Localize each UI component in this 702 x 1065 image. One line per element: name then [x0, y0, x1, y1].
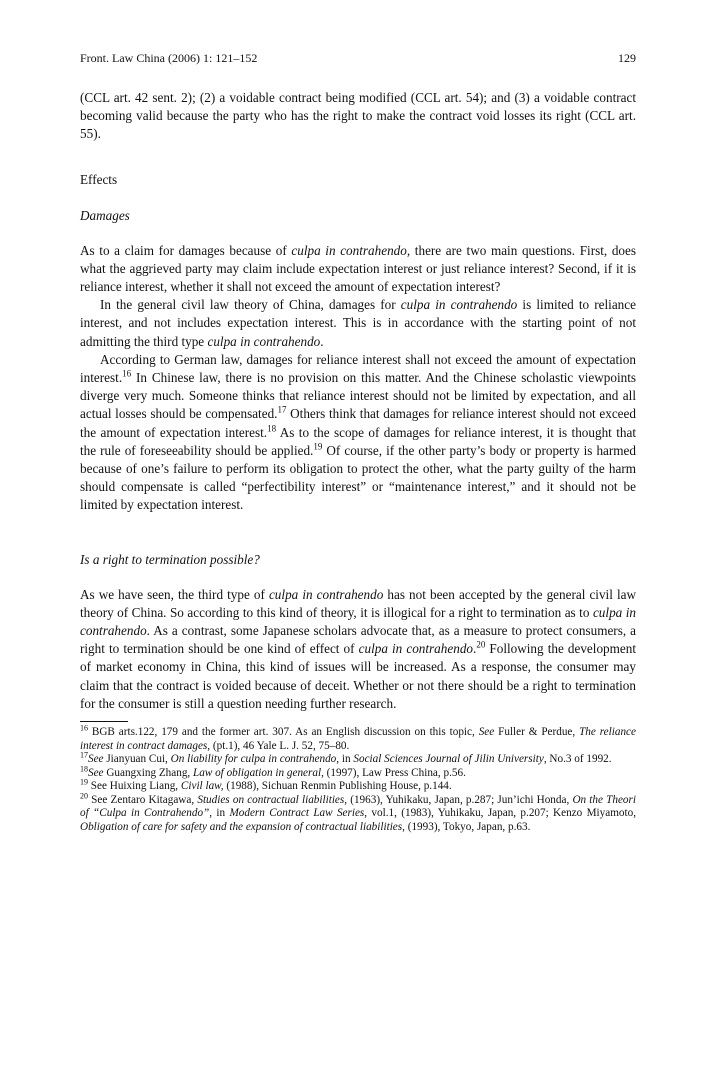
footnote-number: 19: [80, 777, 88, 787]
subsection-heading-damages: Damages: [80, 207, 130, 223]
text-run: . As a contrast, some Japanese scholars advocate that, as a measure to protect consumers, a right to termination should be one kind of effect of: [80, 623, 636, 657]
text-run: , in: [336, 753, 354, 766]
footnote-20: [80, 790, 636, 835]
footnote-ref-16[interactable]: 16: [122, 368, 132, 379]
text-run: BGB arts.122, 179 and the former art. 307. As an English discussion on this topic,: [88, 726, 479, 739]
footnotes: [80, 723, 636, 834]
footnote-separator: [80, 721, 128, 722]
text-run: Fuller & Perdue,: [494, 726, 580, 739]
text-run: Guangxing Zhang,: [103, 766, 194, 779]
text-run: , (1997), Law Press China, p.56.: [321, 766, 466, 779]
journal-citation: Front. Law China (2006) 1: 121–152: [80, 51, 258, 65]
paragraph-china-theory: [80, 296, 636, 351]
italic-term: Law of obligation in general: [193, 766, 322, 779]
italic-term: culpa in contrahendo: [207, 333, 321, 349]
footnote-number: 16: [80, 723, 88, 733]
running-head: [80, 50, 636, 66]
text-run: Others think that damages for reliance interest should not exceed the amount of expectation interest.: [80, 406, 636, 440]
paragraph-damages-questions: [80, 242, 636, 297]
footnote-ref-19[interactable]: 19: [313, 441, 323, 452]
text-run: , vol.1, (1983), Yuhikaku, Japan, p.207; Kenzo Miyamoto,: [364, 807, 636, 820]
italic-term: Modern Contract Law Series: [229, 807, 365, 820]
italic-term: See: [88, 766, 104, 779]
footnote-number: 18: [80, 763, 88, 773]
footnote-ref-17[interactable]: 17: [277, 405, 287, 416]
italic-term: culpa in contrahendo: [358, 641, 474, 657]
text-run: , (pt.1), 46 Yale L. J. 52, 75–80.: [207, 739, 350, 752]
text-run: As we have seen, the third type of: [80, 586, 269, 602]
paragraph-german-law: [80, 351, 636, 515]
text-run: Following the development of market economy in China, this kind of issues will be increased. As a response, the consumer may claim that the contract is voided because of deceit. Whether or not there should be a right to termination for the consumer is still a question needing further research.: [80, 641, 637, 711]
text-run: Of course, if the other party’s body or property is harmed because of one’s failure to perform its obligation to protect the other, what the party guilty of the harm should compensate is called “perfectibility interest” or “maintenance interest,” and it should not be limited by expectation interest.: [80, 442, 636, 513]
text-run: has not been accepted by the general civil law theory of China. So according to this kind of theory, it is illogical for a right to termination as to: [80, 586, 637, 620]
text-run: As to the scope of damages for reliance interest, it is thought that the rule of foreseeability should be applied.: [80, 424, 637, 458]
text-run: As to a claim for damages because of: [80, 242, 292, 258]
intro-paragraph: (CCL art. 42 sent. 2); (2) a voidable contract being modified (CCL art. 54); and (3) a voidable contract becoming valid because the party who has the right to make the contract void losses its right (CCL art. 55).: [80, 90, 636, 142]
section-heading-effects: Effects: [80, 171, 118, 187]
text-run: In Chinese law, there is no provision on this matter. And the Chinese scholastic viewpoints diverge very much. Someone thinks that reliance interest should not be limited by expectation, and all actual losses should be compensated.: [80, 370, 636, 422]
italic-term: The reliance interest in contract damages: [80, 726, 636, 752]
footnote-16: [80, 723, 636, 753]
italic-term: culpa in contrahendo: [400, 297, 518, 313]
page-number: 129: [618, 51, 636, 65]
text-run: .: [320, 333, 324, 349]
footnote-ref-18[interactable]: 18: [267, 423, 277, 434]
italic-term: culpa in contrahendo: [291, 242, 407, 258]
footnote-19: [80, 777, 636, 794]
text-run: , (1963), Yuhikaku, Japan, p.287; Jun’ichi Honda,: [344, 793, 573, 806]
footnote-17: [80, 750, 636, 767]
page: [80, 50, 636, 834]
italic-term: Social Sciences Journal of Jilin University: [353, 753, 544, 766]
footnote-number: 17: [80, 750, 88, 760]
text-run: According to German law, damages for reliance interest shall not exceed the amount of expectation interest.: [80, 351, 636, 386]
italic-term: On the Theori of “Culpa in Contrahendo”: [80, 793, 636, 820]
text-run: , there are two main questions. First, does what the aggrieved party may claim include expectation interest or just reliance interest? Second, if it is reliance interest, whether it shall not exceed the amount of expectation interest?: [80, 242, 636, 295]
footnote-ref-20[interactable]: 20: [476, 639, 486, 650]
text-run: is limited to reliance interest, and not includes expectation interest. This is in accordance with the starting point of not admitting the third type: [80, 297, 636, 349]
italic-term: culpa in contrahendo: [80, 604, 637, 639]
italic-term: On liability for culpa in contrahendo: [170, 753, 337, 766]
italic-term: Studies on contractual liabilities: [197, 793, 345, 806]
text-run: , in: [209, 807, 230, 820]
footnote-18: [80, 763, 636, 781]
italic-term: culpa in contrahendo: [268, 586, 384, 602]
section-heading-termination: Is a right to termination possible?: [80, 551, 260, 567]
footnote-number: 20: [80, 790, 88, 800]
italic-term: See: [88, 753, 104, 766]
text-run: See Zentaro Kitagawa,: [88, 793, 198, 806]
text-run: , (1993), Tokyo, Japan, p.63.: [402, 820, 531, 833]
text-run: .: [473, 641, 477, 657]
italic-term: Civil law,: [180, 780, 224, 793]
italic-term: Obligation of care for safety and the expansion of contractual liabilities: [80, 820, 403, 833]
text-run: See Huixing Liang,: [88, 780, 181, 793]
text-run: Jianyuan Cui,: [103, 753, 171, 766]
italic-term: See: [478, 726, 495, 739]
paragraph-termination: [80, 586, 636, 713]
text-run: (1988), Sichuan Renmin Publishing House, p.144.: [223, 780, 452, 793]
text-run: , No.3 of 1992.: [543, 753, 612, 766]
text-run: In the general civil law theory of China, damages for: [100, 297, 401, 313]
